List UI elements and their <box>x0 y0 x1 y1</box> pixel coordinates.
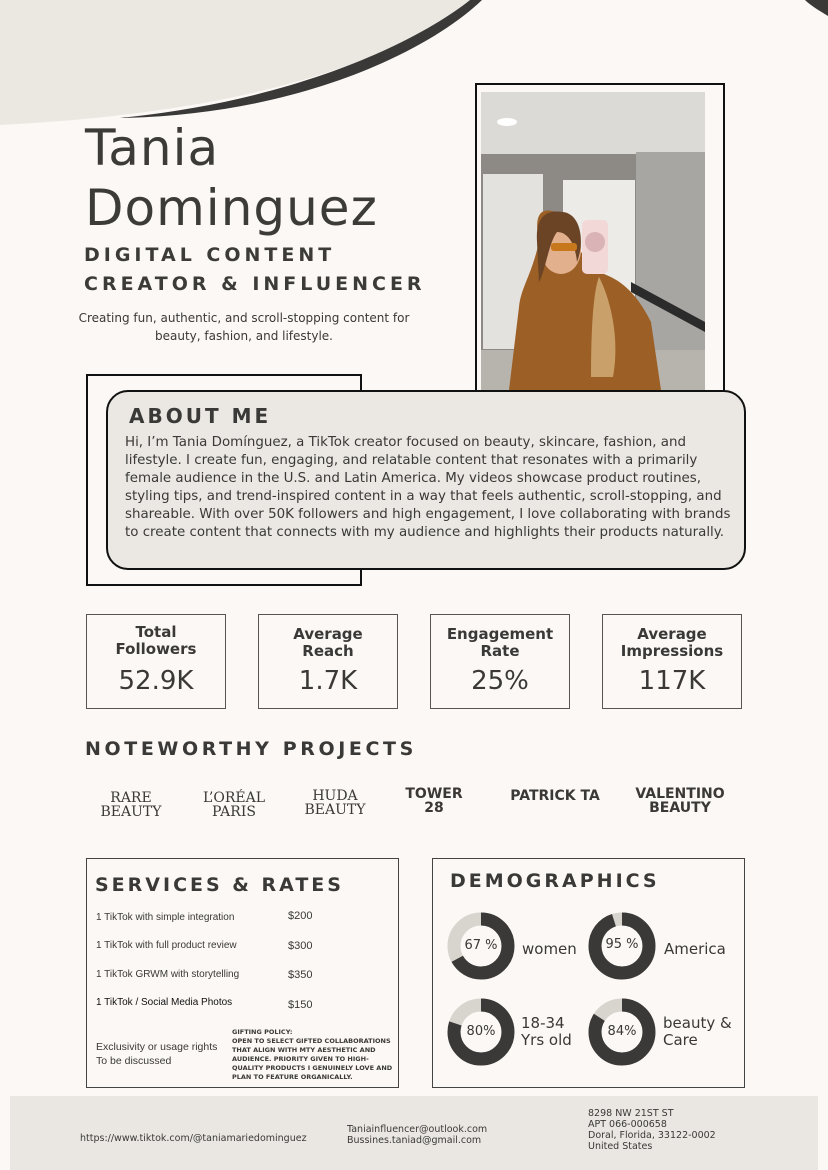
stat-label <box>603 626 741 660</box>
gifting-text: OPEN TO SELECT GIFTED COLLABORATIONS THAT ALIGN WITH MTY AESTHETIC AND AUDIENCE. PRIORITY GIVEN TO HIGH-QUALITY PRODUCTS I GENUINELY LOVE AND PLAN TO FEATURE ORGANICALLY. <box>232 1037 393 1081</box>
donut-label-line2: Care <box>663 1031 698 1049</box>
brand-line2: BEAUTY <box>649 800 711 816</box>
footer-url[interactable]: https://www.tiktok.com/@taniamariedominguez <box>80 1133 307 1144</box>
donut-percent: 95 % <box>605 937 639 952</box>
service-price: $350 <box>288 969 313 981</box>
donut-label-line1: beauty & <box>663 1014 732 1032</box>
role-line2: CREATOR & INFLUENCER <box>84 273 426 295</box>
gifting-policy <box>232 1028 396 1082</box>
gifting-title: GIFTING POLICY: <box>232 1028 293 1036</box>
stat-value: 117K <box>638 666 706 696</box>
donut-percent: 67 % <box>464 938 498 953</box>
first-name: Tania <box>85 119 220 177</box>
service-price: $150 <box>288 999 313 1011</box>
footer-emails <box>347 1124 487 1146</box>
donut-label <box>664 941 726 958</box>
brand-line1: RARE <box>110 790 152 806</box>
brand-line2: PARIS <box>212 804 256 820</box>
brand-line2: BEAUTY <box>304 802 366 818</box>
demographics-title: DEMOGRAPHICS <box>450 870 660 892</box>
donut-label <box>521 1015 572 1049</box>
brand-tower-28 <box>393 787 475 815</box>
donut-percent: 80% <box>466 1024 496 1039</box>
stat-label-line1: Total <box>135 623 177 641</box>
brand-line1: PATRICK TA <box>510 788 600 804</box>
donut-label-line1: women <box>522 940 577 958</box>
footer-email-2[interactable]: Bussines.taniad@gmail.com <box>347 1135 482 1146</box>
exclusivity-line1: Exclusivity or usage rights <box>96 1041 218 1053</box>
brand-loreal-paris <box>193 791 275 819</box>
projects-title: NOTEWORTHY PROJECTS <box>85 738 417 760</box>
address-line2: APT 066-000658 <box>588 1119 667 1130</box>
about-title: ABOUT ME <box>129 404 272 428</box>
stat-value: 52.9K <box>118 666 194 696</box>
brand-line1: HUDA <box>312 788 358 804</box>
service-name: 1 TikTok with full product review <box>96 940 237 951</box>
brand-valentino-beauty <box>625 787 735 815</box>
service-price: $300 <box>288 940 313 952</box>
stat-label-line2: Impressions <box>620 642 724 660</box>
donut-label <box>522 941 577 958</box>
services-title: SERVICES & RATES <box>95 874 344 896</box>
stat-label <box>431 626 569 660</box>
stat-average-impressions <box>602 614 742 709</box>
brand-huda-beauty <box>294 789 376 817</box>
brand-line1: VALENTINO <box>635 786 725 802</box>
brand-line1: L’ORÉAL <box>202 790 266 806</box>
exclusivity-note <box>96 1040 217 1068</box>
stat-average-reach <box>258 614 398 709</box>
stat-label-line1: Average <box>293 625 363 643</box>
creator-name <box>85 118 378 238</box>
brand-patrick-ta <box>500 789 610 803</box>
about-text: Hi, I’m Tania Domínguez, a TikTok creator focused on beauty, skincare, fashion, and lifestyle. I create fun, engaging, and relatable content that resonates with a primarily female audience in the U.S. and Latin America. My videos showcase product routines, styling tips, and trend-inspired content in a way that feels authentic, scroll-stopping, and shareable. With over 50K followers and high engagement, I love collaborating with brands to create content that connects with my audience and highlights their products naturally. <box>125 435 731 540</box>
address-line4: United States <box>588 1141 653 1152</box>
brand-line2: 28 <box>424 800 444 816</box>
service-price: $200 <box>288 910 313 922</box>
donut-label-line2: Yrs old <box>521 1031 572 1049</box>
service-name: 1 TikTok with simple integration <box>96 912 235 923</box>
tagline: Creating fun, authentic, and scroll-stopping content for beauty, fashion, and lifestyle. <box>78 311 410 343</box>
donut-label-line1: 18-34 <box>521 1014 565 1032</box>
profile-photo <box>481 92 705 390</box>
stat-label <box>259 626 397 660</box>
role-line1: DIGITAL CONTENT <box>84 244 336 266</box>
service-name: 1 TikTok / Social Media Photos <box>96 997 233 1008</box>
stat-value: 1.7K <box>298 666 358 696</box>
stat-label-line1: Average <box>637 625 707 643</box>
stat-total-followers <box>86 614 226 709</box>
address-line1: 8298 NW 21ST ST <box>588 1108 674 1119</box>
footer-address <box>588 1108 716 1152</box>
stat-label-line2: Rate <box>480 642 520 660</box>
exclusivity-line2: To be discussed <box>96 1055 172 1067</box>
stat-engagement-rate <box>430 614 570 709</box>
brand-rare-beauty <box>90 791 172 819</box>
stat-value: 25% <box>471 666 529 696</box>
creator-role <box>84 241 426 299</box>
address-line3: Doral, Florida, 33122-0002 <box>588 1130 716 1141</box>
brand-line2: BEAUTY <box>100 804 162 820</box>
stat-label-line1: Engagement <box>446 625 554 643</box>
brand-line1: TOWER <box>405 786 463 802</box>
footer-email-1[interactable]: Taniainfluencer@outlook.com <box>347 1124 488 1135</box>
donut-label <box>663 1015 732 1049</box>
donut-label-line1: America <box>664 940 726 958</box>
last-name: Dominguez <box>85 179 378 237</box>
stat-label <box>87 624 225 658</box>
donut-percent: 84% <box>607 1024 637 1039</box>
stat-label-line2: Reach <box>302 642 354 660</box>
service-name: 1 TikTok GRWM with storytelling <box>96 969 240 980</box>
stat-label-line2: Followers <box>115 640 197 658</box>
